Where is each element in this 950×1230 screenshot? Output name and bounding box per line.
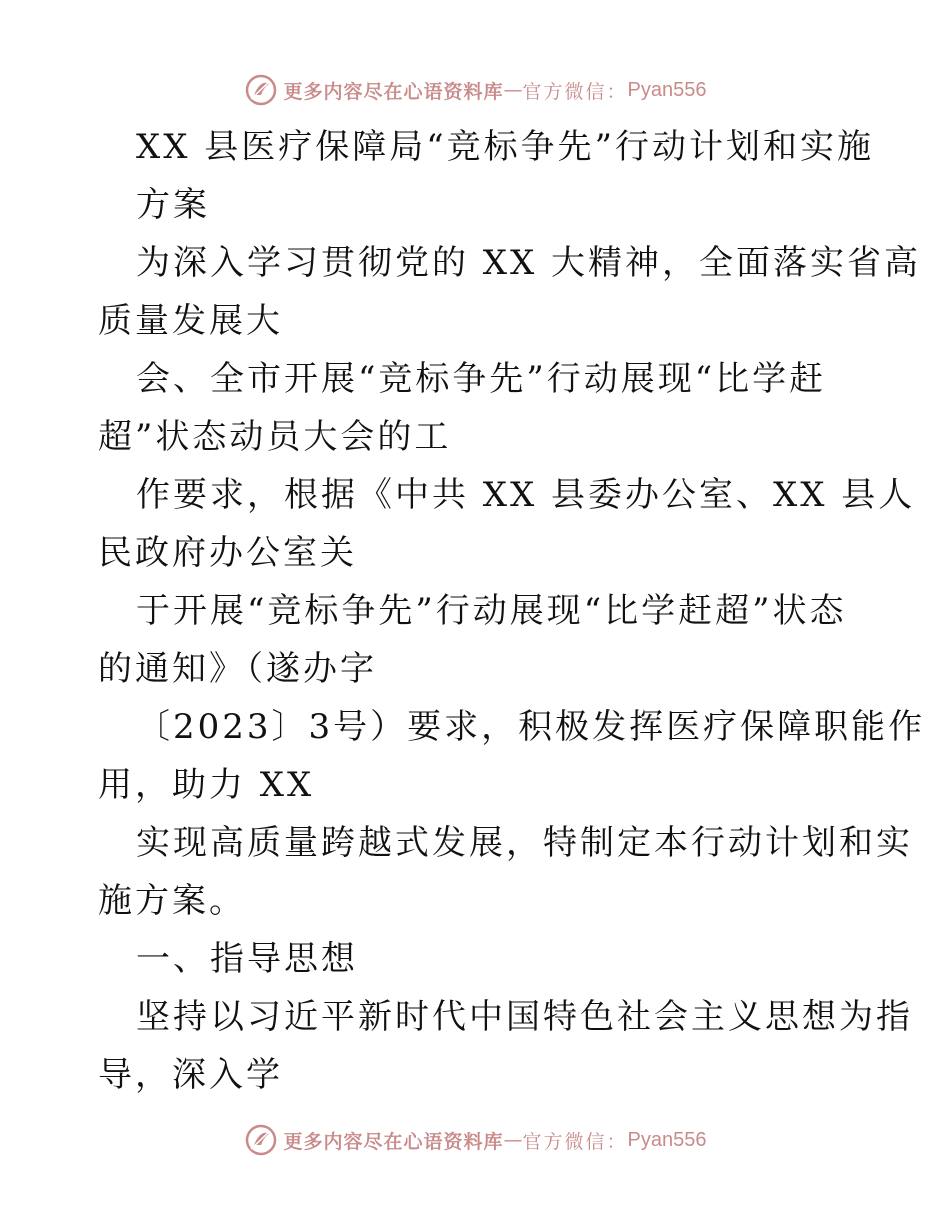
- paragraph-line: 作要求，根据《中共 XX 县委办公室、XX 县人: [136, 475, 916, 515]
- header-watermark: [0, 70, 950, 110]
- brand-logo-icon: [244, 73, 278, 107]
- paragraph-line: 用，助力 XX: [98, 765, 315, 805]
- paragraph-line: 为深入学习贯彻党的 XX 大精神，全面落实省高: [136, 243, 922, 283]
- watermark-brand-text: 更多内容尽在心语资料库: [283, 80, 504, 103]
- watermark-wechat-label: 官方微信：: [522, 1130, 628, 1153]
- paragraph-line: 施方案。: [98, 881, 246, 921]
- paragraph-line: 民政府办公室关: [98, 533, 357, 573]
- paragraph-line: 质量发展大: [98, 301, 283, 341]
- paragraph-line: 坚持以习近平新时代中国特色社会主义思想为指: [136, 997, 913, 1037]
- watermark-wechat-label: 官方微信：: [522, 80, 628, 103]
- paragraph-line: 会、全市开展“竞标争先”行动展现“比学赶: [136, 359, 827, 399]
- watermark-dash: —: [503, 79, 523, 101]
- watermark-dash: —: [503, 1129, 523, 1151]
- paragraph-line: 于开展“竞标争先”行动展现“比学赶超”状态: [136, 591, 847, 631]
- paragraph-line: 〔2023〕3号）要求，积极发挥医疗保障职能作: [136, 707, 926, 747]
- watermark-brand-text: 更多内容尽在心语资料库: [283, 1130, 504, 1153]
- paragraph-line: 实现高质量跨越式发展，特制定本行动计划和实: [136, 823, 913, 863]
- watermark-wechat-id: Pyan556: [627, 78, 707, 101]
- brand-logo-icon: [244, 1123, 278, 1157]
- watermark-wechat-id: Pyan556: [627, 1128, 707, 1151]
- document-title-line-2: 方案: [136, 185, 210, 225]
- section-heading: 一、指导思想: [136, 939, 358, 979]
- document-title-line-1: XX 县医疗保障局“竞标争先”行动计划和实施: [136, 127, 874, 167]
- paragraph-line: 的通知》（遂办字: [98, 649, 377, 689]
- document-body: [98, 118, 926, 1104]
- footer-watermark: [0, 1120, 950, 1160]
- paragraph-line: 导，深入学: [98, 1055, 283, 1095]
- paragraph-line: 超”状态动员大会的工: [98, 417, 452, 457]
